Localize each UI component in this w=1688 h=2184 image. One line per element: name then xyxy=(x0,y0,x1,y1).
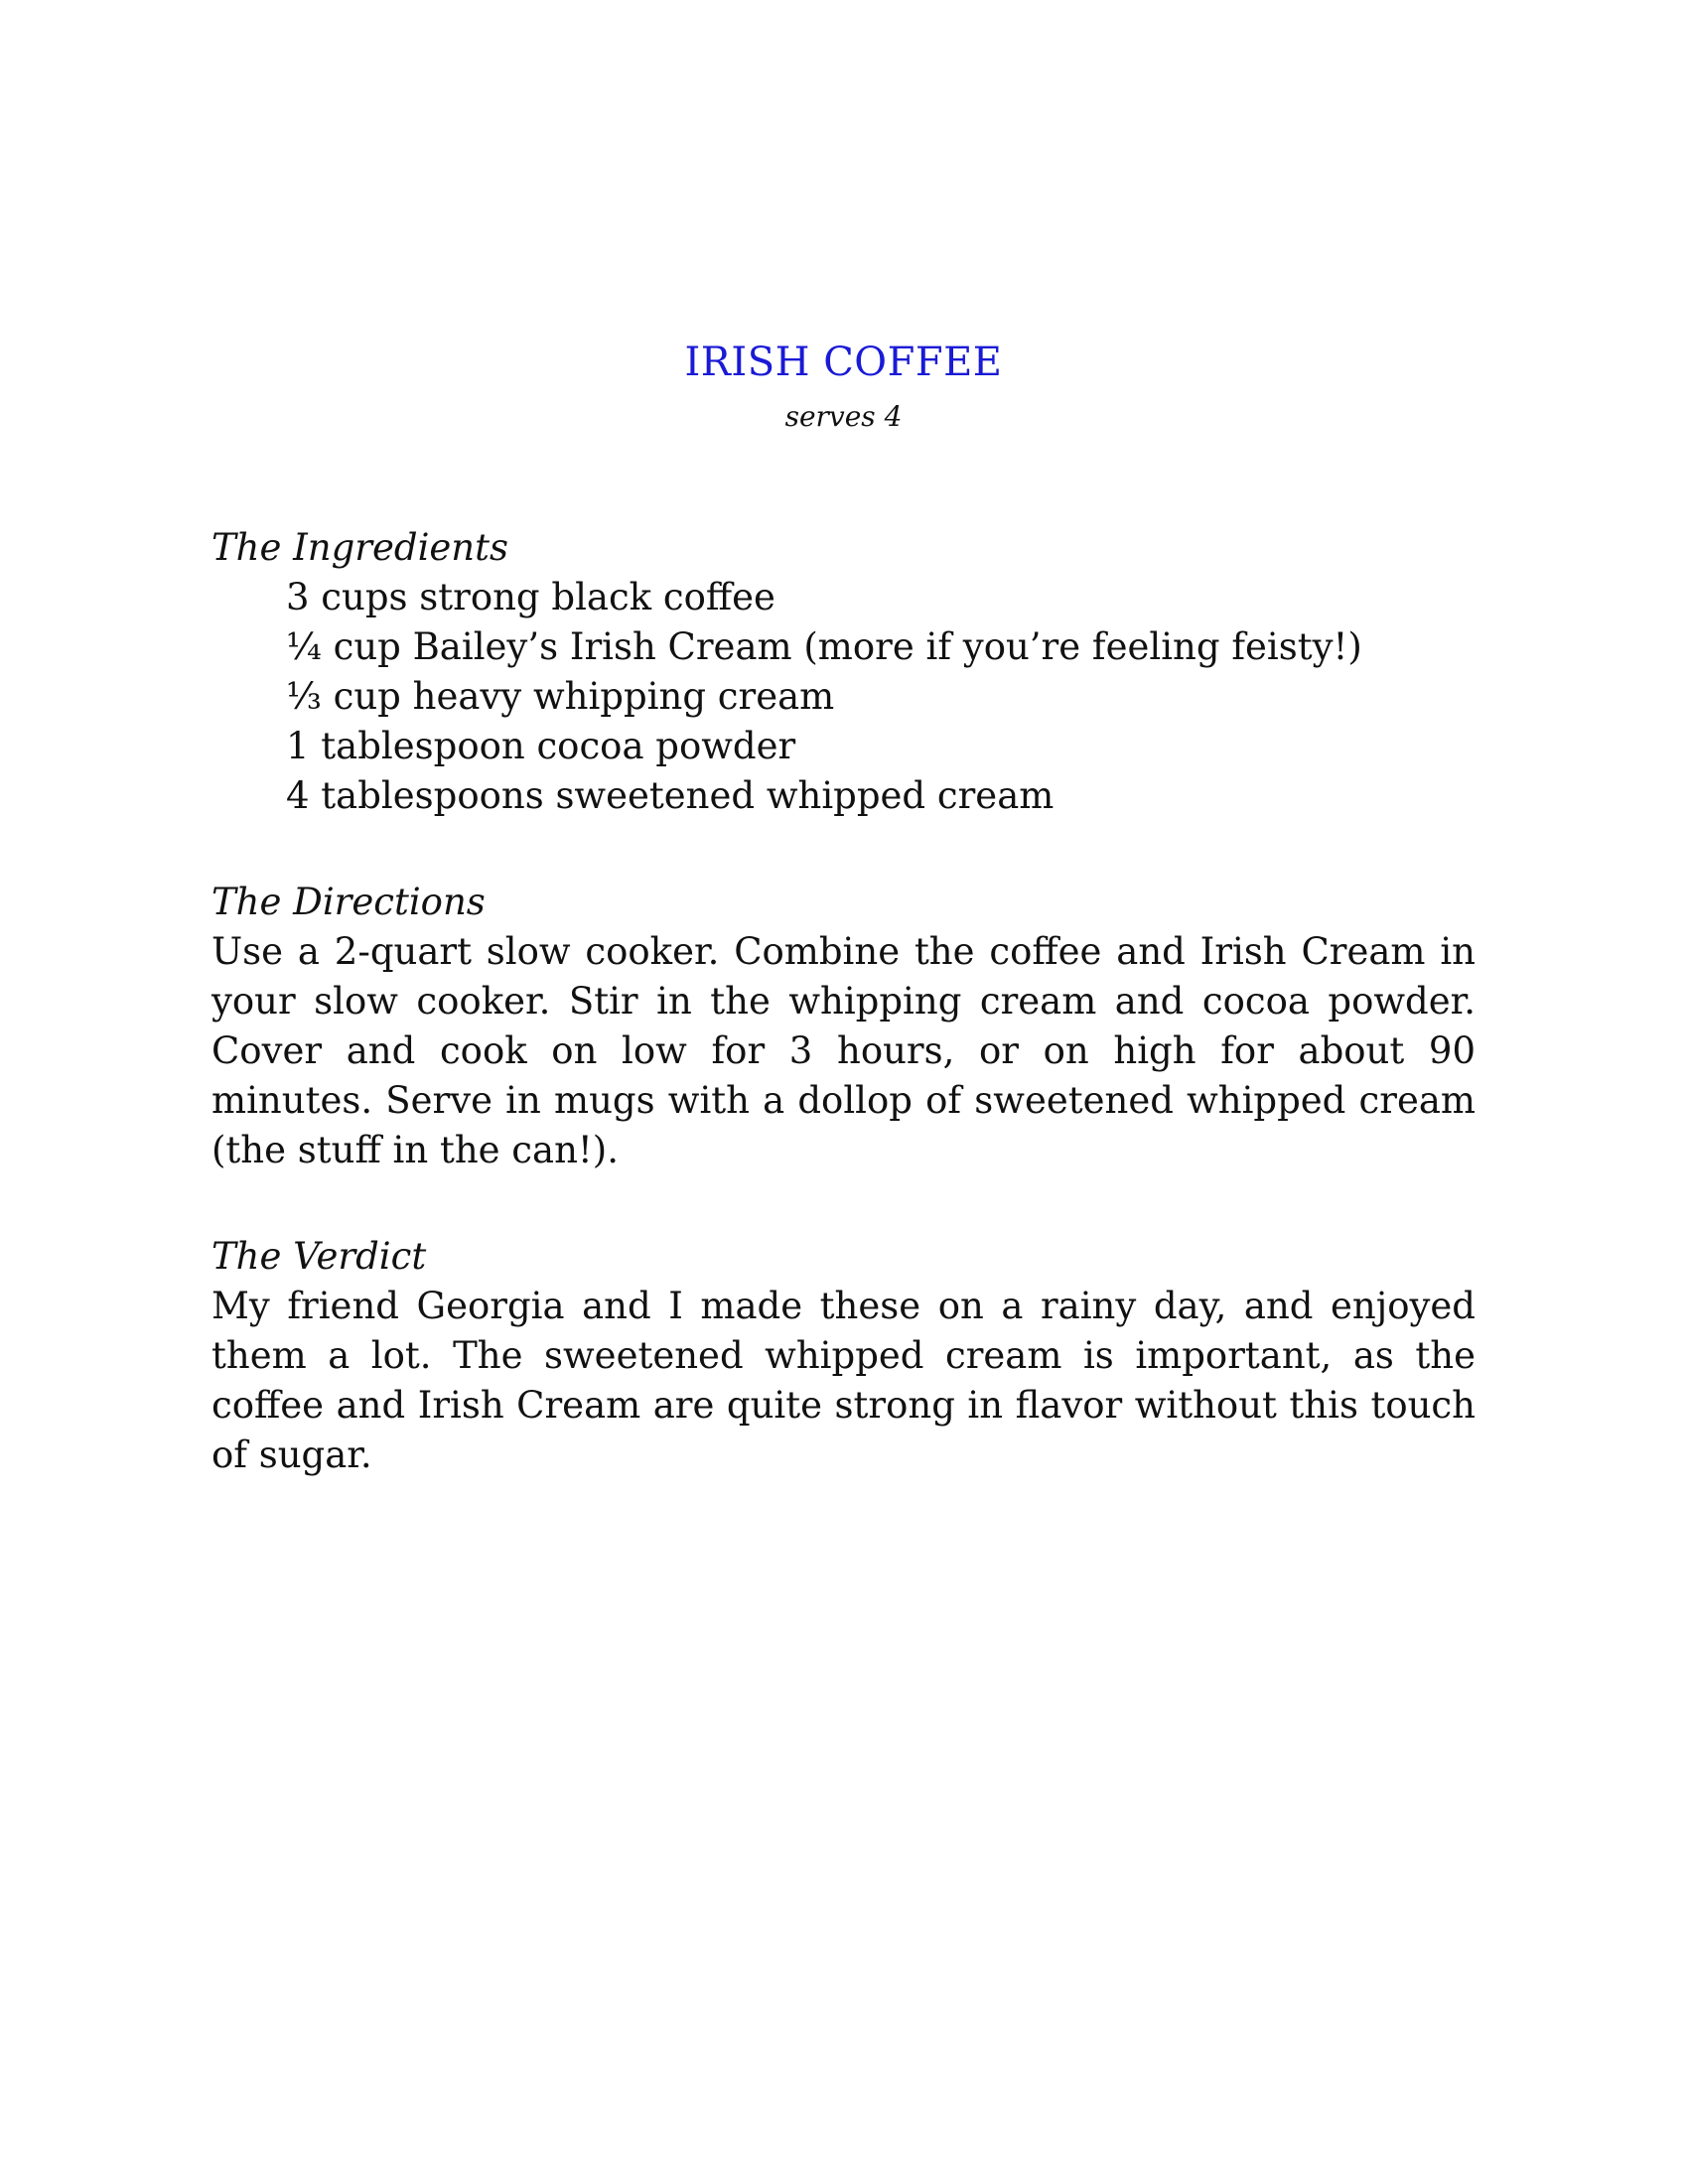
directions-heading: The Directions xyxy=(211,881,486,923)
ingredient-item: 3 cups strong black coffee xyxy=(286,576,775,618)
verdict-text: My friend Georgia and I made these on a rainy day, and enjoyed them a lot. The sweetened whipped cream is important, as the coffee and Irish Cream are quite strong in flavor without this touch of sugar. xyxy=(211,1285,1476,1476)
ingredient-item: 1 tablespoon cocoa powder xyxy=(286,725,796,767)
ingredients-list xyxy=(211,573,1476,821)
ingredient-item: ¼ cup Bailey’s Irish Cream (more if you’re feeling feisty!) xyxy=(286,625,1362,668)
ingredients-heading: The Ingredients xyxy=(211,526,508,569)
serving-size: serves 4 xyxy=(784,400,903,433)
verdict-heading: The Verdict xyxy=(211,1235,427,1278)
ingredient-item: 4 tablespoons sweetened whipped cream xyxy=(286,774,1055,817)
ingredient-item: ⅓ cup heavy whipping cream xyxy=(286,675,835,718)
recipe-page xyxy=(211,338,1476,1480)
directions-text: Use a 2-quart slow cooker. Combine the coffee and Irish Cream in your slow cooker. Stir in the whipping cream and cocoa powder. Cover and cook on low for 3 hours, or on high for about 90 minutes. Serve in mugs with a dollop of sweetened whipped cream (the stuff in the can!). xyxy=(211,930,1476,1171)
recipe-title: IRISH COFFEE xyxy=(684,340,1003,385)
